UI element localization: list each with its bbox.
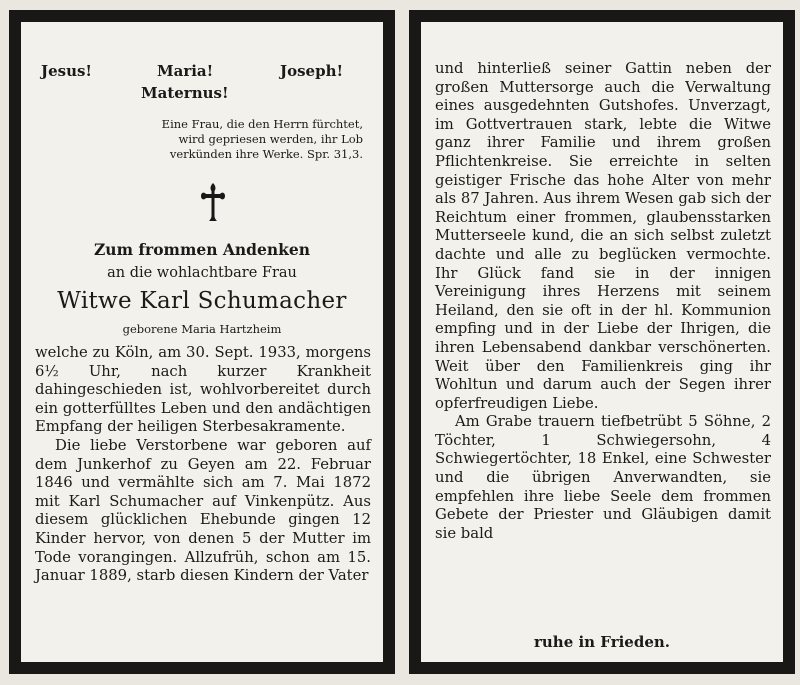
left-paragraph-1: welche zu Köln, am 30. Sept. 1933, morgens 6½ Uhr, nach kurzer Krankheit dahingeschieden ist, wohlvorbereitet durch ein gotterfülltes Leben und den andächtigen Empfang der heiligen Sterbesakramente.	[35, 344, 371, 436]
right-paragraph-1: und hinterließ seiner Gattin neben der großen Muttersorge auch die Verwaltung eines ausgedehnten Gutshofes. Unverzagt, im Gottvertrauen stark, lebte die Witwe ganz ihrer Familie und ihrem großen Pflichtenkreise. Sie erreichte in selten geistiger Frische das hohe Alter von mehr als 87 Jahren. Aus ihrem Wesen gab sich der Reichtum einer frommen, glaubensstarken Mutterseele kund, die an sich selbst zuletzt dachte und alle zu beglücken vermochte. Ihr Glück fand sie in der innigen Vereinigung ihres Herzens mit seinem Heiland, den sie oft in der hl. Kommunion empfing und in der Liebe der Ihrigen, die ihren Lebensabend dankbar verschönerten. Weit über den Familienkreis ging ihr Wohltun und darum auch der Segen ihrer opferfreudigen Liebe.	[435, 60, 771, 412]
left-paragraph-2: Die liebe Verstorbene war geboren auf dem Junkerhof zu Geyen am 22. Februar 1846 und vermählte sich am 7. Mai 1872 mit Karl Schumacher auf Vinkenpütz. Aus diesem glücklichen Ehebunde gingen 12 Kinder hervor, von denen 5 der Mutter im Tode vorangingen. Allzufrüh, schon am 15. Januar 1889, starb diesen Kindern der Vater	[35, 436, 371, 585]
header-names	[35, 56, 369, 102]
bible-quote	[113, 117, 363, 162]
birth-name: geborene Maria Hartzheim	[122, 322, 282, 336]
left-page	[9, 10, 395, 674]
closing-line: ruhe in Frieden.	[534, 633, 670, 651]
quote-line: verkünden ihre Werke. Spr. 31,3.	[169, 147, 363, 161]
right-body-text	[435, 60, 771, 543]
card-title: Zum frommen Andenken	[93, 240, 311, 259]
quote-line: Eine Frau, die den Herrn fürchtet,	[161, 117, 363, 131]
right-paragraph-2: Am Grabe trauern tiefbetrübt 5 Söhne, 2 Töchter, 1 Schwiegersohn, 4 Schwiegertöchter, 18 Enkel, eine Schwester und die übrigen Anverwandten, sie empfehlen ihre liebe Seele dem frommen Gebete der Priester und Gläubigen damit sie bald	[435, 413, 771, 542]
quote-line: wird gepriesen werden, ihr Lob	[178, 132, 363, 146]
cross-icon	[200, 182, 226, 222]
header-joseph: Joseph!	[280, 62, 344, 80]
deceased-name: Witwe Karl Schumacher	[57, 288, 347, 314]
header-jesus: Jesus!	[41, 62, 93, 80]
right-page	[409, 10, 795, 674]
left-body-text	[35, 344, 371, 586]
header-maria: Maria!	[157, 62, 214, 80]
card-subtitle: an die wohlachtbare Frau	[107, 265, 297, 281]
header-maternus: Maternus!	[141, 84, 229, 102]
